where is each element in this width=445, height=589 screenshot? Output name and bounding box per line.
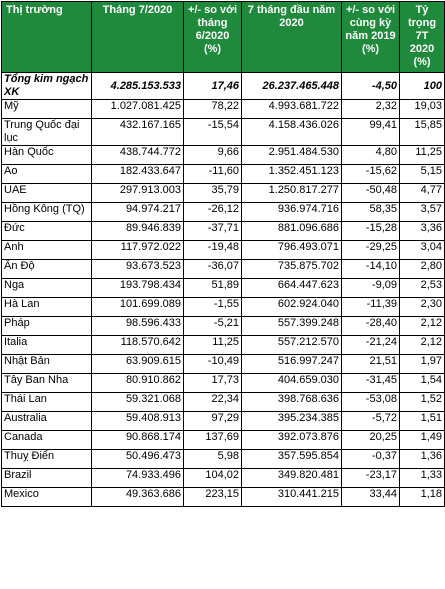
cell-market: Mexico xyxy=(2,488,92,507)
cell-share: 3,36 xyxy=(400,222,445,241)
cell-seven-months: 398.768.636 xyxy=(242,393,342,412)
cell-share: 1,97 xyxy=(400,355,445,374)
cell-seven-months: 4.993.681.722 xyxy=(242,100,342,119)
cell-month: 1.027.081.425 xyxy=(92,100,184,119)
total-change-month: 17,46 xyxy=(184,73,242,100)
cell-month: 90.868.174 xyxy=(92,431,184,450)
cell-change-month: 17,73 xyxy=(184,374,242,393)
table-row xyxy=(2,431,445,450)
cell-share: 11,25 xyxy=(400,146,445,165)
cell-seven-months: 796.493.071 xyxy=(242,241,342,260)
cell-seven-months: 392.073.876 xyxy=(242,431,342,450)
cell-month: 117.972.022 xyxy=(92,241,184,260)
cell-share: 3,57 xyxy=(400,203,445,222)
total-row xyxy=(2,73,445,100)
table-row xyxy=(2,100,445,119)
table-row xyxy=(2,279,445,298)
cell-share: 2,53 xyxy=(400,279,445,298)
cell-month: 59.408.913 xyxy=(92,412,184,431)
cell-change-month: 22,34 xyxy=(184,393,242,412)
cell-month: 59.321.068 xyxy=(92,393,184,412)
table-row xyxy=(2,488,445,507)
cell-change-month: -1,55 xyxy=(184,298,242,317)
cell-share: 2,30 xyxy=(400,298,445,317)
cell-seven-months: 395.234.385 xyxy=(242,412,342,431)
cell-month: 193.798.434 xyxy=(92,279,184,298)
cell-market: Australia xyxy=(2,412,92,431)
cell-change-month: 5,98 xyxy=(184,450,242,469)
cell-change-year: -15,28 xyxy=(342,222,400,241)
cell-change-year: -21,24 xyxy=(342,336,400,355)
cell-change-month: -26,12 xyxy=(184,203,242,222)
cell-change-year: -11,39 xyxy=(342,298,400,317)
cell-market: Đức xyxy=(2,222,92,241)
cell-market: Hà Lan xyxy=(2,298,92,317)
cell-month: 89.946.839 xyxy=(92,222,184,241)
cell-seven-months: 557.212.570 xyxy=(242,336,342,355)
cell-change-year: -9,09 xyxy=(342,279,400,298)
cell-month: 101.699.089 xyxy=(92,298,184,317)
cell-seven-months: 735.875.702 xyxy=(242,260,342,279)
table-row xyxy=(2,119,445,146)
table-row xyxy=(2,165,445,184)
cell-share: 15,85 xyxy=(400,119,445,146)
header-market: Thị trường xyxy=(2,2,92,73)
table-row xyxy=(2,355,445,374)
cell-share: 1,36 xyxy=(400,450,445,469)
cell-market: Ao xyxy=(2,165,92,184)
cell-share: 1,18 xyxy=(400,488,445,507)
cell-seven-months: 404.659.030 xyxy=(242,374,342,393)
cell-seven-months: 557.399.248 xyxy=(242,317,342,336)
cell-seven-months: 1.250.817.277 xyxy=(242,184,342,203)
cell-change-month: -5,21 xyxy=(184,317,242,336)
cell-change-year: 2,32 xyxy=(342,100,400,119)
cell-month: 63.909.615 xyxy=(92,355,184,374)
cell-change-month: -19,48 xyxy=(184,241,242,260)
table-row xyxy=(2,184,445,203)
cell-change-year: 21,51 xyxy=(342,355,400,374)
total-seven-months: 26.237.465.448 xyxy=(242,73,342,100)
header-month: Tháng 7/2020 xyxy=(92,2,184,73)
cell-market: Trung Quốc đại lục xyxy=(2,119,92,146)
cell-change-year: -0,37 xyxy=(342,450,400,469)
cell-change-month: 97,29 xyxy=(184,412,242,431)
cell-change-year: 33,44 xyxy=(342,488,400,507)
cell-month: 98.596.433 xyxy=(92,317,184,336)
table-row xyxy=(2,412,445,431)
cell-change-month: -11,60 xyxy=(184,165,242,184)
cell-change-year: -50,48 xyxy=(342,184,400,203)
cell-market: Italia xyxy=(2,336,92,355)
cell-change-year: -14,10 xyxy=(342,260,400,279)
cell-change-month: 137,69 xyxy=(184,431,242,450)
cell-change-year: 20,25 xyxy=(342,431,400,450)
cell-market: Mỹ xyxy=(2,100,92,119)
cell-share: 4,77 xyxy=(400,184,445,203)
cell-change-month: 78,22 xyxy=(184,100,242,119)
cell-change-month: 35,79 xyxy=(184,184,242,203)
cell-month: 182.433.647 xyxy=(92,165,184,184)
cell-share: 1,51 xyxy=(400,412,445,431)
total-share: 100 xyxy=(400,73,445,100)
cell-market: Thuỵ Điển xyxy=(2,450,92,469)
total-change-year: -4,50 xyxy=(342,73,400,100)
cell-market: Tây Ban Nha xyxy=(2,374,92,393)
cell-change-month: -37,71 xyxy=(184,222,242,241)
table-row xyxy=(2,393,445,412)
cell-share: 1,49 xyxy=(400,431,445,450)
cell-change-year: 58,35 xyxy=(342,203,400,222)
cell-market: Pháp xyxy=(2,317,92,336)
table-row xyxy=(2,260,445,279)
cell-change-month: -10,49 xyxy=(184,355,242,374)
cell-market: Brazil xyxy=(2,469,92,488)
header-row xyxy=(2,2,445,73)
cell-month: 118.570.642 xyxy=(92,336,184,355)
table-row xyxy=(2,336,445,355)
total-label: Tổng kim ngạch XK xyxy=(2,73,92,100)
cell-month: 297.913.003 xyxy=(92,184,184,203)
table-row xyxy=(2,374,445,393)
cell-month: 74.933.496 xyxy=(92,469,184,488)
cell-share: 2,12 xyxy=(400,317,445,336)
cell-change-month: -15,54 xyxy=(184,119,242,146)
table-body xyxy=(2,73,445,507)
cell-share: 2,80 xyxy=(400,260,445,279)
cell-seven-months: 310.441.215 xyxy=(242,488,342,507)
cell-market: Canada xyxy=(2,431,92,450)
cell-change-year: -29,25 xyxy=(342,241,400,260)
cell-change-year: 4,80 xyxy=(342,146,400,165)
cell-share: 1,54 xyxy=(400,374,445,393)
header-seven-months: 7 tháng đầu năm 2020 xyxy=(242,2,342,73)
cell-market: UAE xyxy=(2,184,92,203)
cell-change-year: -5,72 xyxy=(342,412,400,431)
table-row xyxy=(2,469,445,488)
header-change-month: +/- so với tháng 6/2020 (%) xyxy=(184,2,242,73)
header-change-year: +/- so với cùng kỳ năm 2019 (%) xyxy=(342,2,400,73)
table-row xyxy=(2,317,445,336)
cell-market: Thái Lan xyxy=(2,393,92,412)
cell-seven-months: 349.820.481 xyxy=(242,469,342,488)
cell-seven-months: 2.951.484.530 xyxy=(242,146,342,165)
cell-change-year: 99,41 xyxy=(342,119,400,146)
cell-change-month: 223,15 xyxy=(184,488,242,507)
header-share: Tỷ trọng 7T 2020 (%) xyxy=(400,2,445,73)
cell-change-month: 104,02 xyxy=(184,469,242,488)
cell-month: 93.673.523 xyxy=(92,260,184,279)
cell-month: 80.910.862 xyxy=(92,374,184,393)
table-row xyxy=(2,203,445,222)
cell-month: 438.744.772 xyxy=(92,146,184,165)
cell-seven-months: 936.974.716 xyxy=(242,203,342,222)
cell-market: Nga xyxy=(2,279,92,298)
cell-seven-months: 357.595.854 xyxy=(242,450,342,469)
cell-market: Hàn Quốc xyxy=(2,146,92,165)
cell-share: 1,33 xyxy=(400,469,445,488)
table-row xyxy=(2,146,445,165)
export-table xyxy=(1,1,445,507)
cell-change-year: -28,40 xyxy=(342,317,400,336)
cell-share: 19,03 xyxy=(400,100,445,119)
cell-share: 5,15 xyxy=(400,165,445,184)
cell-market: Ấn Độ xyxy=(2,260,92,279)
table-row xyxy=(2,298,445,317)
cell-month: 432.167.165 xyxy=(92,119,184,146)
cell-seven-months: 664.447.623 xyxy=(242,279,342,298)
cell-seven-months: 1.352.451.123 xyxy=(242,165,342,184)
cell-change-year: -31,45 xyxy=(342,374,400,393)
cell-market: Anh xyxy=(2,241,92,260)
cell-seven-months: 516.997.247 xyxy=(242,355,342,374)
cell-month: 49.363.686 xyxy=(92,488,184,507)
table-row xyxy=(2,450,445,469)
cell-change-month: 9,66 xyxy=(184,146,242,165)
cell-seven-months: 4.158.436.026 xyxy=(242,119,342,146)
cell-change-month: 11,25 xyxy=(184,336,242,355)
cell-seven-months: 602.924.040 xyxy=(242,298,342,317)
cell-change-month: -36,07 xyxy=(184,260,242,279)
cell-change-year: -23,17 xyxy=(342,469,400,488)
table-row xyxy=(2,241,445,260)
cell-share: 1,52 xyxy=(400,393,445,412)
cell-change-month: 51,89 xyxy=(184,279,242,298)
cell-share: 3,04 xyxy=(400,241,445,260)
total-month: 4.285.153.533 xyxy=(92,73,184,100)
cell-change-year: -53,08 xyxy=(342,393,400,412)
cell-month: 94.974.217 xyxy=(92,203,184,222)
cell-market: Hồng Kông (TQ) xyxy=(2,203,92,222)
cell-month: 50.496.473 xyxy=(92,450,184,469)
cell-change-year: -15,62 xyxy=(342,165,400,184)
table-row xyxy=(2,222,445,241)
cell-share: 2,12 xyxy=(400,336,445,355)
cell-market: Nhật Bản xyxy=(2,355,92,374)
cell-seven-months: 881.096.686 xyxy=(242,222,342,241)
